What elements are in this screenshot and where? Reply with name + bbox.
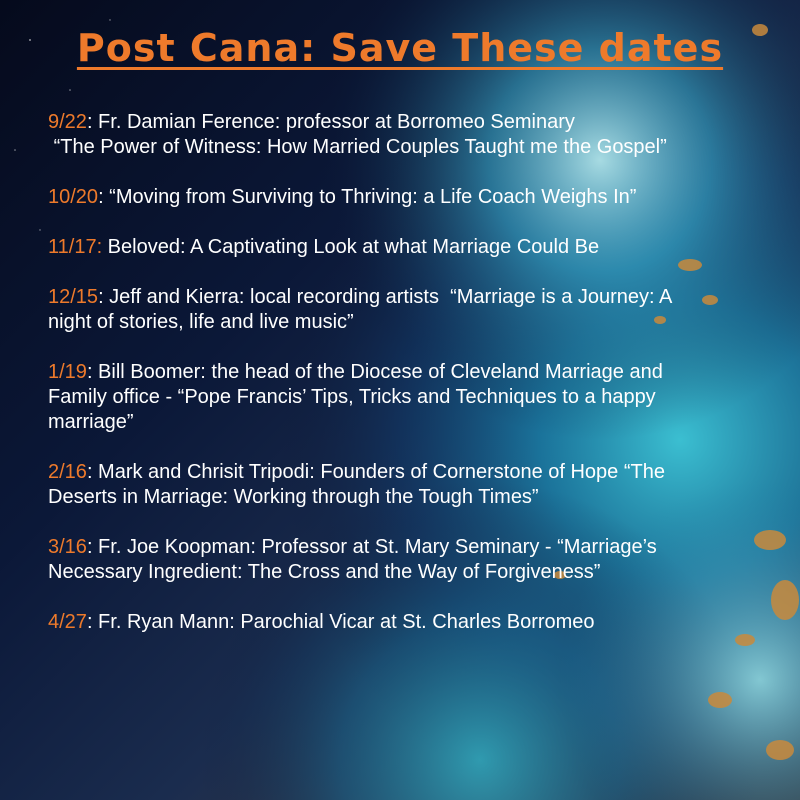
event-description: : “Moving from Surviving to Thriving: a Life Coach Weighs In” xyxy=(98,186,637,208)
event-item xyxy=(48,535,708,585)
event-item xyxy=(48,285,708,335)
event-item xyxy=(48,360,708,435)
event-description: : Mark and Chrisit Tripodi: Founders of Cornerstone of Hope “The Deserts in Marriage: Working through the Tough Times” xyxy=(48,461,671,508)
event-date: 12/15 xyxy=(48,286,99,308)
event-date: 11/17: xyxy=(48,236,103,258)
event-date: 9/22 xyxy=(48,111,87,133)
event-description: : Jeff and Kierra: local recording artists “Marriage is a Journey: A night of stories, life and live music” xyxy=(48,286,677,333)
event-item xyxy=(48,185,708,210)
page-title: Post Cana: Save These dates xyxy=(76,26,724,70)
event-date: 2/16 xyxy=(48,461,87,483)
event-item xyxy=(48,610,708,635)
event-description: : Fr. Damian Ference: professor at Borromeo Seminary “The Power of Witness: How Married Couples Taught me the Gospel” xyxy=(53,111,667,158)
event-item xyxy=(48,460,708,510)
event-description: : Bill Boomer: the head of the Diocese of Cleveland Marriage and Family office - “Pope Francis’ Tips, Tricks and Techniques to a happy marriage” xyxy=(48,361,669,433)
event-date: 4/27 xyxy=(48,611,87,633)
event-description: : Fr. Joe Koopman: Professor at St. Mary Seminary - “Marriage’s Necessary Ingredient: The Cross and the Way of Forgiveness” xyxy=(48,536,663,583)
event-item xyxy=(48,110,708,160)
event-item xyxy=(48,235,708,260)
event-date: 1/19 xyxy=(48,361,87,383)
event-date: 3/16 xyxy=(48,536,87,558)
event-description: Beloved: A Captivating Look at what Marriage Could Be xyxy=(102,236,600,258)
event-date: 10/20 xyxy=(48,186,99,208)
event-description: : Fr. Ryan Mann: Parochial Vicar at St. Charles Borromeo xyxy=(86,611,595,633)
event-list xyxy=(48,110,708,660)
